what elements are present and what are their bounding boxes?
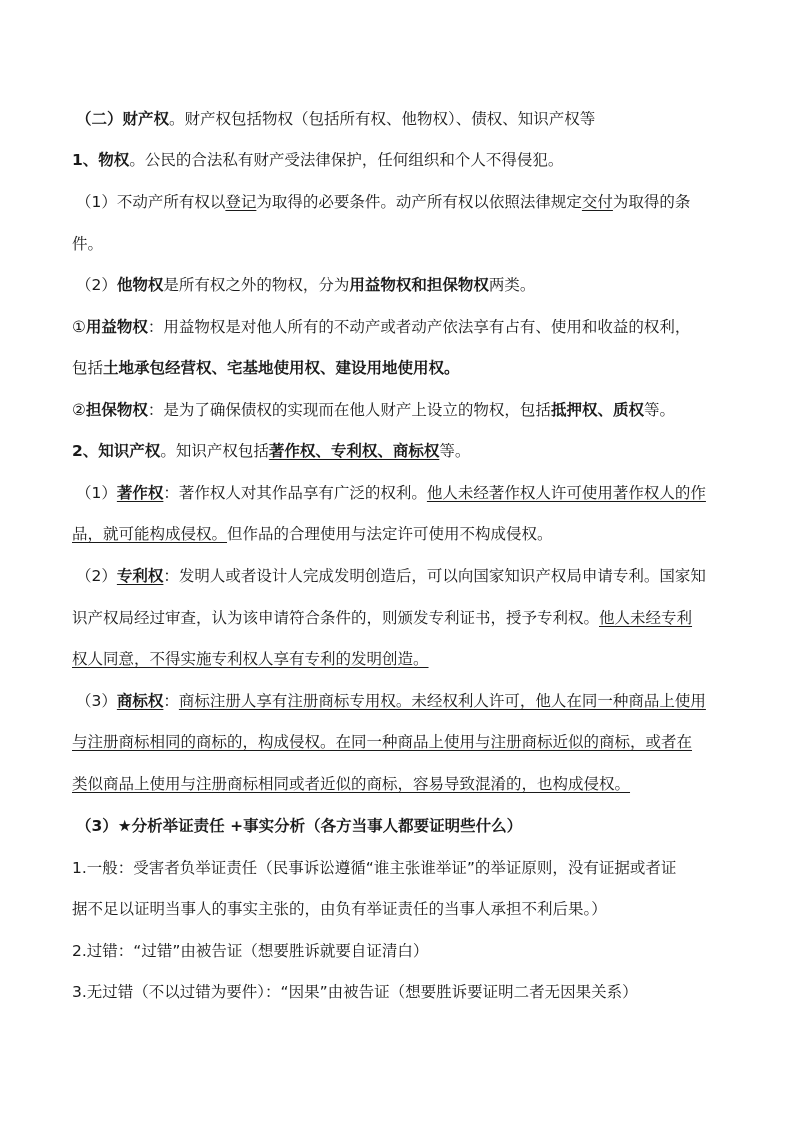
paragraph-patent-cont2: [72, 648, 732, 670]
text-span: 但作品的合理使用与法定许可使用不构成侵权。: [227, 525, 553, 543]
section-heading: [76, 108, 736, 130]
bold-underlined-term: 著作权、专利权、商标权: [268, 442, 440, 460]
text-span: ：发明人或者设计人完成发明创造后，可以向国家知识产权局申请专利。国家知: [163, 567, 706, 585]
bold-term: 土地承包经营权、宅基地使用权、建设用地使用权。: [103, 359, 460, 377]
underlined-term: 登记: [225, 193, 257, 211]
bold-term: 抵押权、质权: [550, 401, 644, 419]
section-text: 。财产权包括物权（包括所有权、他物权）、债权、知识产权等: [169, 110, 596, 128]
bold-underlined-term: 著作权: [116, 484, 164, 502]
underlined-text: 类似商品上使用与注册商标相同或者近似的商标，容易导致混淆的，也构成侵权。: [72, 775, 631, 793]
paragraph-ownership-cont: [72, 233, 732, 255]
item-number: 2、: [72, 442, 99, 460]
text-span: ：是为了确保债权的实现而在他人财产上设立的物权，包括: [147, 401, 551, 419]
text-span: （1）不动产所有权以: [76, 193, 226, 211]
text-span: ②: [72, 401, 86, 419]
text-span: 为取得的必要条件。动产所有权以依照法律规定: [256, 193, 582, 211]
paragraph-ownership: [76, 191, 736, 213]
paragraph-patent-cont: [72, 607, 732, 629]
section-title: 财产权: [122, 110, 170, 128]
paragraph-security-rights: [72, 399, 732, 421]
text-span: （2）: [76, 567, 117, 585]
text-span: 据不足以证明当事人的事实主张的，由负有举证责任的当事人承担不利后果。）: [72, 900, 607, 918]
paragraph-general-rule-cont: [72, 898, 732, 920]
text-span: （3）: [76, 692, 117, 710]
paragraph-patent: [76, 565, 736, 587]
paragraph-copyright: [76, 482, 736, 504]
text-span: 等。: [439, 442, 471, 460]
paragraph-trademark-cont2: [72, 773, 732, 795]
paragraph-fault: [72, 940, 732, 962]
text-span: 是所有权之外的物权，分为: [163, 276, 350, 294]
heading-burden-of-proof: [76, 815, 736, 837]
paragraph-usufruct: [72, 316, 732, 338]
item-title: 物权: [98, 151, 130, 169]
text-span: ①: [72, 318, 86, 336]
text-span: 件。: [72, 235, 104, 253]
item-number: 1、: [72, 151, 99, 169]
text-span: 1.一般：受害者负举证责任（民事诉讼遵循“谁主张谁举证”的举证原则，没有证据或者证: [72, 859, 677, 877]
text-span: （1）: [76, 484, 117, 502]
text-span: 3.无过错（不以过错为要件）：“因果”由被告证（想要胜诉要证明二者无因果关系）: [72, 983, 638, 1001]
underlined-text: 他人未经专利: [599, 609, 693, 627]
underlined-text: 商标注册人享有注册商标专用权。未经权利人许可，他人在同一种商品上使用: [178, 692, 706, 710]
text-span: ：著作权人对其作品享有广泛的权利。: [163, 484, 427, 502]
text-span: 。知识产权包括: [160, 442, 269, 460]
underlined-text: 权人同意，不得实施专利权人享有专利的发明创造。: [72, 650, 429, 668]
text-span: 识产权局经过审查，认为该申请符合条件的，则颁发专利证书，授予专利权。: [72, 609, 600, 627]
bold-term: 用益物权: [85, 318, 148, 336]
bold-underlined-term: 专利权: [116, 567, 164, 585]
underlined-text: 品，就可能构成侵权。: [72, 525, 228, 543]
section-number: （二）: [76, 110, 123, 128]
text-span: ：: [163, 692, 179, 710]
text-span: 两类。: [488, 276, 536, 294]
paragraph-no-fault: [72, 981, 732, 1003]
underlined-text: 与注册商标相同的商标的，构成侵权。在同一种商品上使用与注册商标近似的商标，或者在: [72, 733, 693, 751]
text-span: 等。: [643, 401, 675, 419]
paragraph-other-property-rights: [76, 274, 736, 296]
bold-term: 他物权: [116, 276, 164, 294]
paragraph-trademark-cont: [72, 731, 732, 753]
bold-term: 用益物权和担保物权: [349, 276, 489, 294]
bold-underlined-term: 商标权: [116, 692, 164, 710]
text-span: 2.过错：“过错”由被告证（想要胜诉就要自证清白）: [72, 942, 429, 960]
text-span: 包括: [72, 359, 104, 377]
underlined-term: 交付: [581, 193, 613, 211]
paragraph-usufruct-cont: [72, 357, 732, 379]
text-span: 为取得的条: [612, 193, 691, 211]
paragraph-copyright-cont: [72, 523, 732, 545]
text-span: ：用益物权是对他人所有的不动产或者动产依法享有占有、使用和收益的权利，: [147, 318, 691, 336]
paragraph-general-rule: [72, 857, 732, 879]
text-span: （2）: [76, 276, 117, 294]
paragraph-trademark: [76, 690, 736, 712]
heading-text: （3）★分析举证责任 +事实分析（各方当事人都要证明些什么）: [76, 817, 523, 835]
item-title: 知识产权: [98, 442, 161, 460]
item-text: 。公民的合法私有财产受法律保护，任何组织和个人不得侵犯。: [129, 151, 564, 169]
paragraph-property-right: [72, 149, 732, 171]
bold-term: 担保物权: [85, 401, 148, 419]
paragraph-intellectual-property: [72, 440, 732, 462]
underlined-text: 他人未经著作权人许可使用著作权人的作: [426, 484, 706, 502]
